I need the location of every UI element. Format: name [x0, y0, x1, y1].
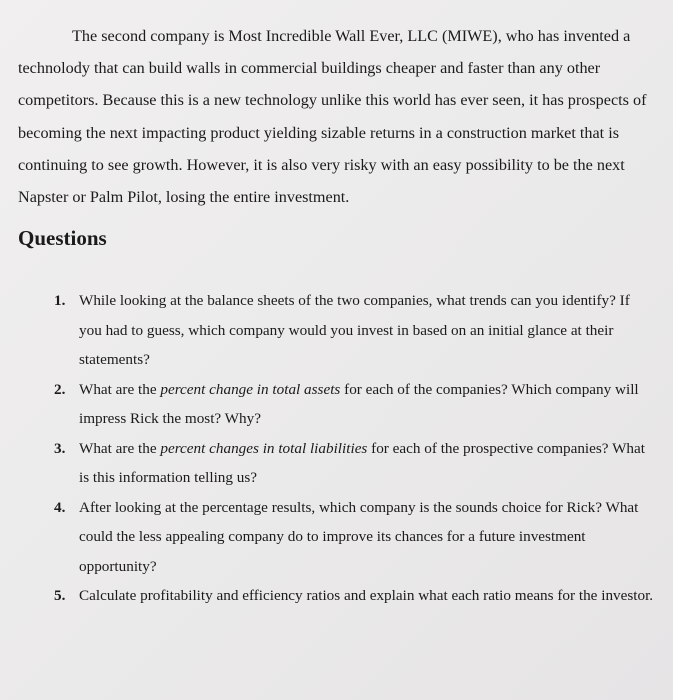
question-number: 2.: [54, 380, 66, 398]
question-text-after: for each of the prospective companies? What is this information telling us?: [79, 439, 645, 486]
question-number: 4.: [54, 498, 66, 516]
questions-list: [54, 286, 654, 611]
question-text-after: for each of the companies? Which company will impress Rick the most? Why?: [79, 380, 639, 427]
question-item-1: [54, 286, 654, 375]
question-emphasis: percent change in total assets: [160, 380, 341, 398]
question-item-5: [54, 581, 654, 611]
question-number: 3.: [54, 439, 66, 457]
question-text: [79, 381, 639, 428]
question-text: [79, 440, 645, 487]
question-item-4: [54, 493, 654, 582]
question-item-3: [54, 434, 654, 493]
question-text: After looking at the percentage results, which company is the sounds choice for Rick? What could the less appealing company do to improve its chances for a future investment opportunity?: [79, 498, 639, 575]
intro-paragraph: The second company is Most Incredible Wall Ever, LLC (MIWE), who has invented a technolody that can build walls in commercial buildings cheaper and faster than any other competitors. Because this is a new technology unlike this world has ever seen, it has prospects of becoming the next impacting product yielding sizable returns in a construction market that is continuing to see growth. However, it is also very risky with an easy possibility to be the next Napster or Palm Pilot, losing the entire investment.: [18, 27, 647, 207]
question-text: Calculate profitability and efficiency ratios and explain what each ratio means for the investor.: [79, 587, 654, 604]
question-text: While looking at the balance sheets of the two companies, what trends can you identify? If you had to guess, which company would you invest in based on an initial glance at their statements?: [79, 292, 630, 368]
question-number: 5.: [54, 587, 66, 604]
question-text-before: What are the: [79, 380, 161, 398]
question-item-2: [54, 375, 654, 434]
questions-heading: Questions: [18, 226, 107, 250]
question-text-before: What are the: [79, 439, 161, 457]
question-emphasis: percent changes in total liabilities: [160, 439, 368, 457]
question-number: 1.: [54, 292, 66, 309]
